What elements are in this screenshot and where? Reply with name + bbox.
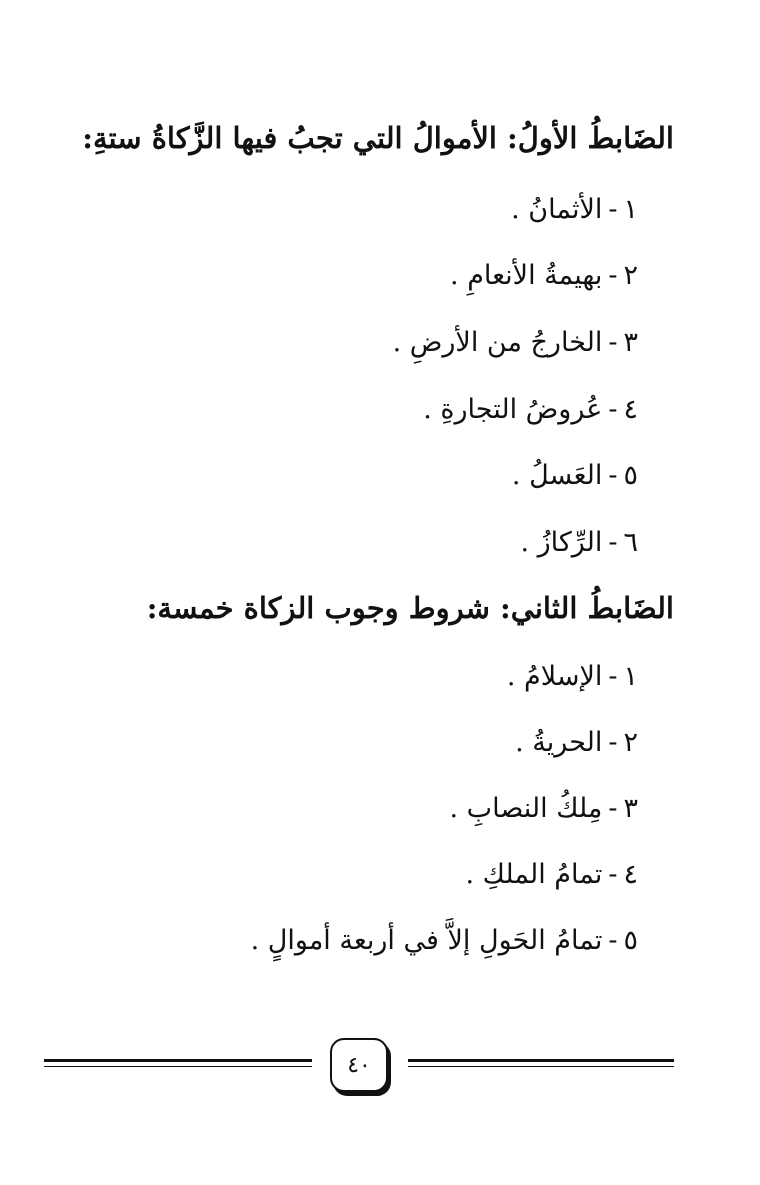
item-number: ٣ xyxy=(623,793,638,824)
item-text: الخارجُ من الأرضِ . xyxy=(392,327,603,358)
item-text: الحريةُ . xyxy=(515,727,603,758)
item-number: ١ xyxy=(623,194,638,225)
list-item: ٥-العَسلُ . xyxy=(511,460,638,491)
section-1-heading: الضَابطُ الأولُ: الأموالُ التي تجبُ فيها الزَّكاةُ ستةِ: xyxy=(82,121,674,155)
item-text: العَسلُ . xyxy=(511,460,603,491)
item-text: تمامُ الملكِ . xyxy=(465,859,603,890)
item-text: تمامُ الحَولِ إلاَّ في أربعة أموالٍ . xyxy=(250,925,603,956)
item-number: ٢ xyxy=(623,727,638,758)
footer-rule-right-thin xyxy=(408,1066,674,1067)
list-item: ٣-الخارجُ من الأرضِ . xyxy=(392,327,638,358)
item-number: ٤ xyxy=(623,859,638,890)
list-item: ٢-الحريةُ . xyxy=(515,727,638,758)
list-item: ١-الإسلامُ . xyxy=(506,661,638,692)
page-number: ٤٠ xyxy=(347,1052,371,1078)
item-text: الرِّكازُ . xyxy=(520,527,603,558)
list-item: ٣-مِلكُ النصابِ . xyxy=(449,793,638,824)
page-number-box xyxy=(330,1038,388,1092)
item-number: ٥ xyxy=(623,925,638,956)
item-number: ٤ xyxy=(623,394,638,425)
item-number: ٢ xyxy=(623,260,638,291)
item-number: ٦ xyxy=(623,527,638,558)
item-text: عُروضُ التجارةِ . xyxy=(423,394,603,425)
item-number: ٥ xyxy=(623,460,638,491)
list-item: ٤-تمامُ الملكِ . xyxy=(465,859,638,890)
item-text: مِلكُ النصابِ . xyxy=(449,793,603,824)
item-text: الأثمانُ . xyxy=(511,194,603,225)
item-number: ١ xyxy=(623,661,638,692)
section-2-heading: الضَابطُ الثاني: شروط وجوب الزكاة خمسة: xyxy=(146,591,674,625)
list-item: ٥-تمامُ الحَولِ إلاَّ في أربعة أموالٍ . xyxy=(250,925,638,956)
item-text: الإسلامُ . xyxy=(506,661,603,692)
item-text: بهيمةُ الأنعامِ . xyxy=(450,260,603,291)
footer-rule-left xyxy=(44,1059,312,1062)
list-item: ١-الأثمانُ . xyxy=(511,194,638,225)
list-item: ٦-الرِّكازُ . xyxy=(520,527,638,558)
list-item: ٢-بهيمةُ الأنعامِ . xyxy=(450,260,638,291)
footer-rule-left-thin xyxy=(44,1066,312,1067)
item-number: ٣ xyxy=(623,327,638,358)
list-item: ٤-عُروضُ التجارةِ . xyxy=(423,394,638,425)
footer-rule-right xyxy=(408,1059,674,1062)
